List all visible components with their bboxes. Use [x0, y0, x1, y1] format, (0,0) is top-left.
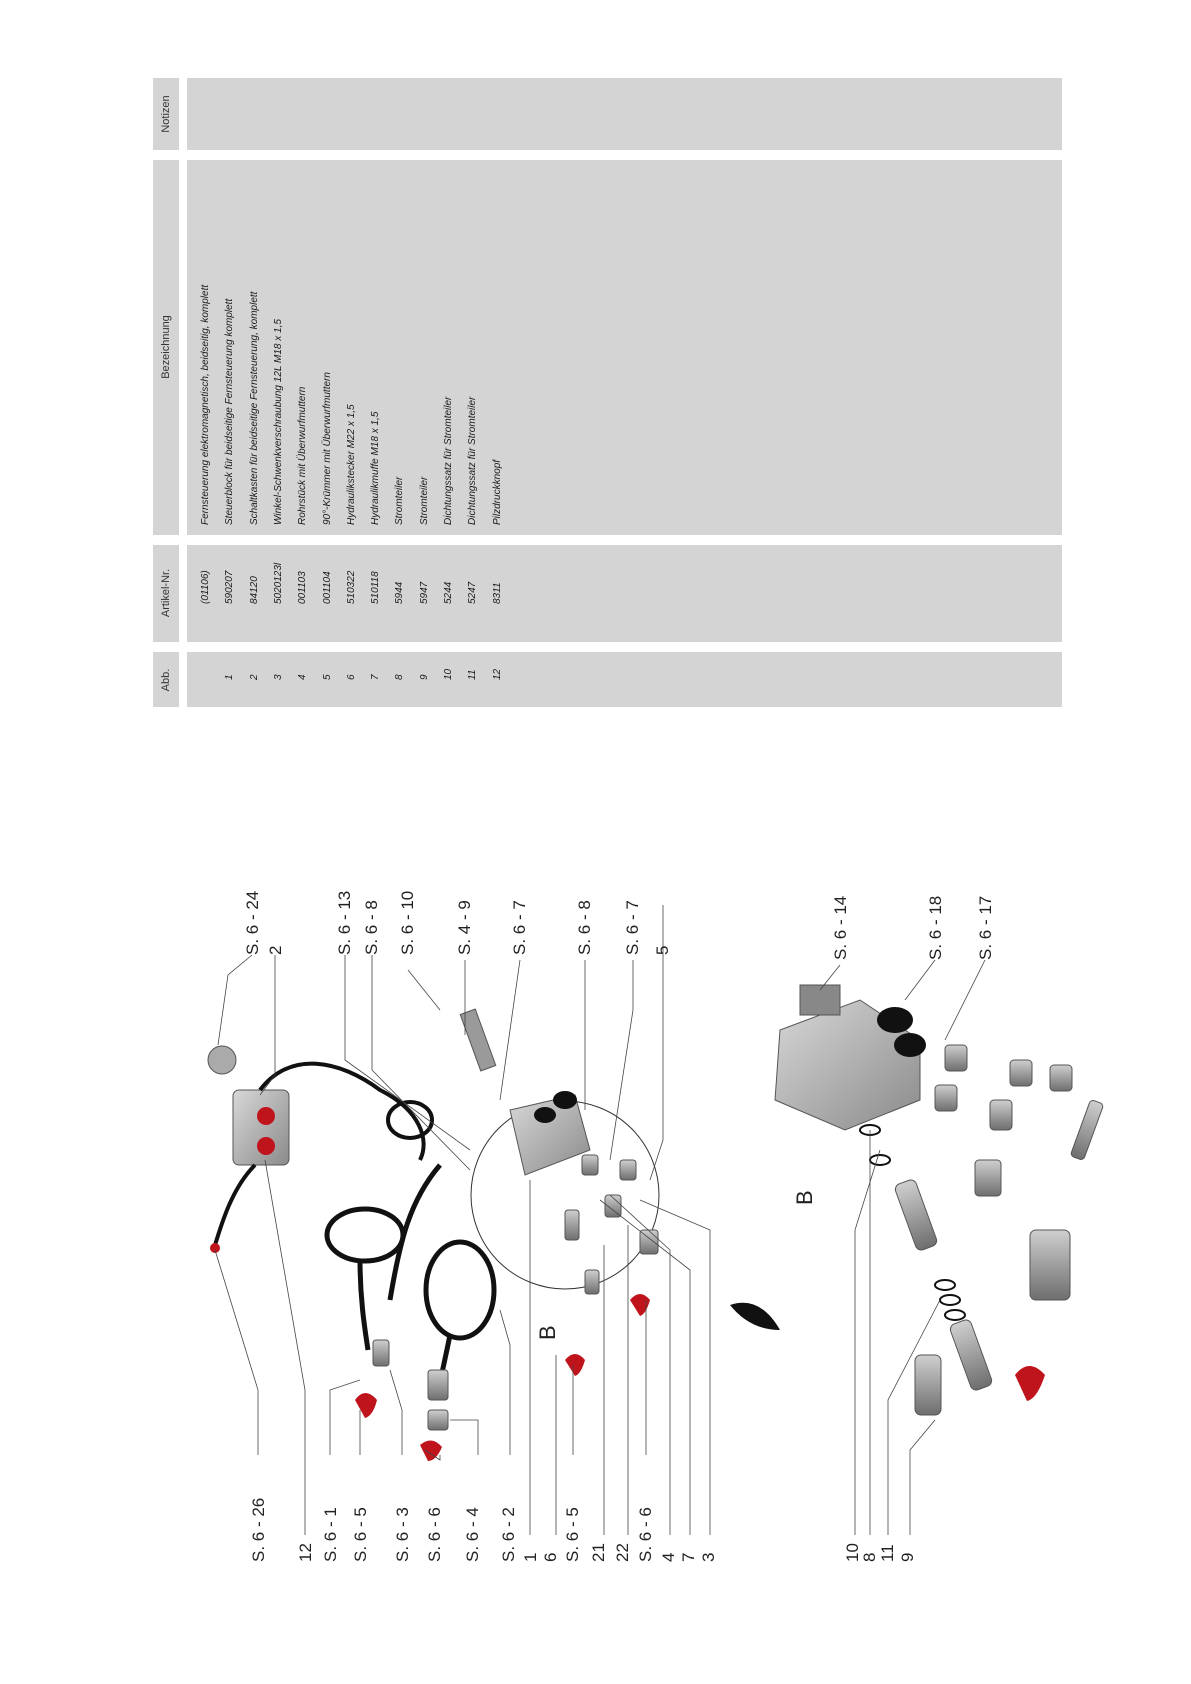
mushroom-button	[208, 1046, 236, 1074]
callout-label: S. 6 - 6	[636, 1507, 655, 1562]
callout-label: 8	[860, 1552, 879, 1562]
callout-label: 5	[653, 945, 672, 955]
callout-label: 6	[541, 1552, 560, 1562]
callout-label: 9	[898, 1552, 917, 1562]
table-cell-bezeichnung: Hydraulikmuffe M18 x 1,5	[370, 411, 382, 525]
table-cell-abb: 1	[224, 674, 236, 680]
callout-label: S. 6 - 3	[393, 1507, 412, 1562]
callout-label: S. 6 - 2	[499, 1507, 518, 1562]
table-cell-bezeichnung: Dichtungssatz für Stromteiler	[467, 396, 479, 525]
table-cell-bezeichnung: Schaltkasten für beidseitige Fernsteuerung, komplett	[248, 291, 260, 525]
callout-label: S. 6 - 7	[623, 900, 642, 955]
callout-labels	[243, 891, 995, 1562]
table-cell-abb: 2	[248, 674, 260, 680]
callout-label: 21	[589, 1543, 608, 1562]
table-cell-abb: 8	[394, 674, 406, 680]
table-cell-bezeichnung: Winkel-Schwenkverschraubung 12L M18 x 1,5	[272, 319, 284, 525]
table-cell-bezeichnung: Pilzdruckknopf	[491, 459, 503, 525]
callout-label: 10	[843, 1543, 862, 1562]
seal-part	[730, 1303, 780, 1330]
table-cell-artikel: 5020123l	[272, 562, 284, 604]
callout-label: S. 6 - 4	[463, 1507, 482, 1562]
fittings	[373, 1155, 658, 1430]
hose-coils	[327, 1165, 494, 1395]
table-cell-bezeichnung: Dichtungssatz für Stromteiler	[443, 396, 454, 525]
valve-block	[460, 1009, 590, 1175]
callout-label: 1	[521, 1552, 540, 1562]
table-cell-bezeichnung: Rohrstück mit Überwurfmuttern	[297, 386, 309, 525]
callout-label: 22	[613, 1543, 632, 1562]
table-cell-artikel: 84120	[248, 576, 260, 604]
callout-label: S. 6 - 26	[249, 1497, 268, 1562]
callout-label: S. 6 - 6	[425, 1507, 444, 1562]
callout-label: S. 6 - 14	[831, 895, 850, 960]
detail-b-fittings	[894, 1045, 1104, 1415]
header-artikel: Artikel-Nr.	[160, 568, 172, 618]
table-cell-abb: 7	[370, 674, 382, 680]
detail-b-block	[775, 985, 926, 1130]
table-cell-artikel: 510322	[345, 570, 357, 604]
callout-label: S. 6 - 10	[398, 890, 417, 955]
callout-label: 12	[296, 1543, 315, 1562]
table-cell-abb: 9	[418, 674, 430, 680]
callout-label: 11	[878, 1544, 897, 1562]
callout-label: 2	[266, 945, 285, 955]
table-cell-artikel: 5244	[443, 581, 454, 604]
table-cell-bezeichnung: Stromteiler	[418, 476, 430, 525]
callout-label: S. 6 - 8	[362, 900, 381, 955]
detail-b-title: B	[792, 1190, 817, 1205]
callout-label: S. 6 - 5	[351, 1507, 370, 1562]
table-cell-artikel: 001103	[297, 571, 309, 604]
table-cell-artikel: 590207	[224, 570, 236, 604]
callout-label: S. 6 - 24	[243, 890, 262, 955]
detail-marker-label: B	[535, 1325, 560, 1340]
table-cell-abb: 6	[345, 674, 357, 680]
table-cell-bezeichnung: 90°-Krümmer mit Überwurfmuttern	[321, 372, 333, 525]
table-cell-abb: 4	[297, 674, 309, 680]
table-cell-abb: 11	[467, 669, 479, 680]
callout-label: S. 6 - 13	[335, 890, 354, 955]
table-cell-bezeichnung: Steuerblock für beidseitige Fernsteuerung komplett	[224, 298, 236, 525]
callout-label: S. 6 - 7	[510, 900, 529, 955]
table-cell-bezeichnung: Hydraulikstecker M22 x 1,5	[345, 404, 357, 525]
table-cell-bezeichnung: Stromteiler	[394, 476, 406, 525]
table-cell-artikel: 510118	[370, 571, 382, 604]
table-cell-abb: 12	[491, 668, 503, 680]
table-cell-artikel: 5944	[394, 581, 406, 604]
callout-label: S. 6 - 5	[563, 1507, 582, 1562]
table-cell-abb: 10	[443, 668, 454, 680]
callout-label: 3	[699, 1552, 718, 1562]
bottom-leaders	[215, 1160, 710, 1535]
table-cell-abb: 5	[321, 674, 333, 680]
callout-label: 4	[659, 1552, 678, 1562]
callout-label: S. 6 - 1	[321, 1507, 340, 1562]
callout-label: S. 6 - 17	[976, 895, 995, 960]
callout-label: S. 4 - 9	[455, 900, 474, 955]
table-cell-artikel: 5947	[418, 581, 430, 604]
table-cell-artikel: 001104	[321, 571, 333, 604]
header-bezeichnung: Bezeichnung	[160, 315, 172, 379]
table-cell-artikel: (01106)	[200, 570, 211, 604]
table-cell-artikel: 8311	[491, 582, 503, 604]
header-notizen: Notizen	[160, 95, 172, 133]
callout-label: 7	[679, 1552, 698, 1562]
callout-label: S. 6 - 18	[926, 895, 945, 960]
table-cell-bezeichnung: Fernsteuerung elektromagnetisch, beidseitig, komplett	[200, 284, 211, 525]
header-abb: Abb.	[160, 668, 172, 692]
table-cell-abb: 3	[272, 674, 284, 680]
table-cell-artikel: 5247	[467, 581, 479, 604]
callout-label: S. 6 - 8	[575, 900, 594, 955]
